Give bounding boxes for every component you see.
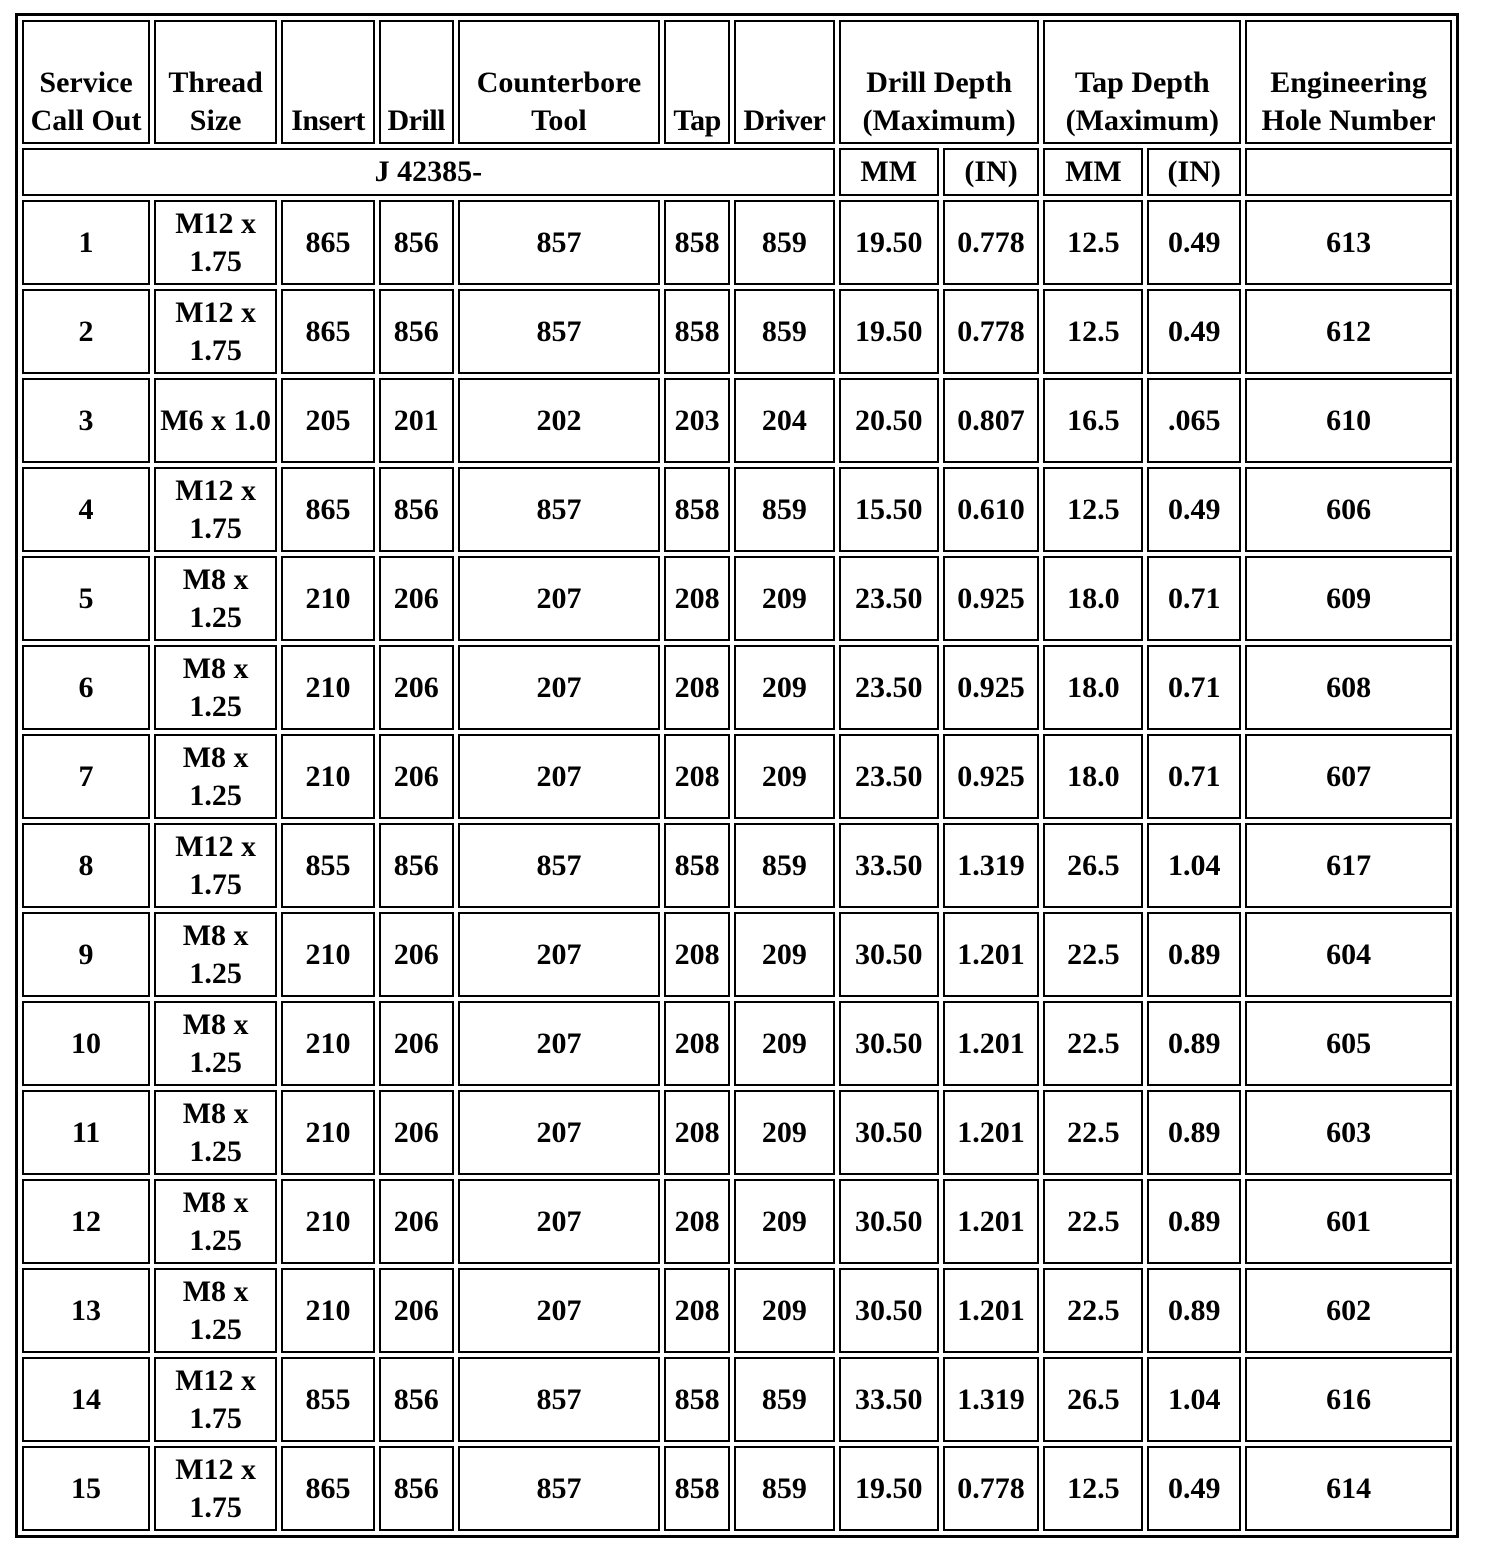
- cell-driver: 209: [734, 734, 835, 819]
- cell-drill: 206: [379, 912, 454, 997]
- cell-tap: 208: [664, 734, 730, 819]
- cell-service-call-out: 3: [22, 378, 150, 463]
- cell-drill-depth-mm: 15.50: [839, 467, 939, 552]
- cell-engineering-hole-number: 613: [1245, 200, 1452, 285]
- cell-engineering-hole-number: 605: [1245, 1001, 1452, 1086]
- cell-drill: 206: [379, 556, 454, 641]
- cell-tap-depth-in: 0.71: [1147, 734, 1241, 819]
- cell-drill: 206: [379, 645, 454, 730]
- cell-tap-depth-in: 0.89: [1147, 1090, 1241, 1175]
- cell-service-call-out: 6: [22, 645, 150, 730]
- table-row: [22, 1179, 1452, 1264]
- table-row: [22, 1090, 1452, 1175]
- cell-thread-size: M8 x 1.25: [154, 556, 277, 641]
- cell-drill: 856: [379, 1357, 454, 1442]
- cell-counterbore-tool: 207: [458, 734, 661, 819]
- cell-tap-depth-mm: 16.5: [1043, 378, 1143, 463]
- table-row: [22, 289, 1452, 374]
- cell-driver: 859: [734, 1357, 835, 1442]
- cell-insert: 210: [281, 1179, 375, 1264]
- cell-driver: 859: [734, 467, 835, 552]
- cell-service-call-out: 2: [22, 289, 150, 374]
- table-row: [22, 912, 1452, 997]
- header-engineering-hole-number: Engineering Hole Number: [1245, 20, 1452, 144]
- cell-thread-size: M6 x 1.0: [154, 378, 277, 463]
- subheader-drill-mm: MM: [839, 148, 939, 196]
- cell-drill: 206: [379, 1001, 454, 1086]
- cell-tap: 208: [664, 1268, 730, 1353]
- cell-driver: 209: [734, 645, 835, 730]
- cell-insert: 865: [281, 200, 375, 285]
- cell-insert: 865: [281, 1446, 375, 1531]
- header-service-call-out: Service Call Out: [22, 20, 150, 144]
- table-row: [22, 645, 1452, 730]
- cell-driver: 204: [734, 378, 835, 463]
- cell-insert: 855: [281, 823, 375, 908]
- cell-service-call-out: 11: [22, 1090, 150, 1175]
- cell-tap-depth-mm: 18.0: [1043, 556, 1143, 641]
- cell-tap: 858: [664, 467, 730, 552]
- cell-drill: 856: [379, 289, 454, 374]
- cell-engineering-hole-number: 617: [1245, 823, 1452, 908]
- cell-engineering-hole-number: 602: [1245, 1268, 1452, 1353]
- cell-service-call-out: 1: [22, 200, 150, 285]
- cell-thread-size: M8 x 1.25: [154, 1268, 277, 1353]
- cell-thread-size: M12 x 1.75: [154, 467, 277, 552]
- cell-tap-depth-in: 0.71: [1147, 645, 1241, 730]
- cell-drill-depth-mm: 30.50: [839, 1179, 939, 1264]
- cell-thread-size: M12 x 1.75: [154, 1357, 277, 1442]
- cell-thread-size: M12 x 1.75: [154, 289, 277, 374]
- cell-tap-depth-mm: 12.5: [1043, 200, 1143, 285]
- cell-service-call-out: 4: [22, 467, 150, 552]
- table-row: [22, 734, 1452, 819]
- cell-drill-depth-mm: 23.50: [839, 734, 939, 819]
- cell-drill-depth-in: 1.201: [943, 1001, 1040, 1086]
- cell-service-call-out: 7: [22, 734, 150, 819]
- subheader-tool-prefix: J 42385-: [22, 148, 835, 196]
- cell-drill-depth-mm: 30.50: [839, 912, 939, 997]
- cell-thread-size: M12 x 1.75: [154, 200, 277, 285]
- cell-drill: 856: [379, 1446, 454, 1531]
- subheader-row: [22, 148, 1452, 196]
- cell-engineering-hole-number: 612: [1245, 289, 1452, 374]
- cell-tap-depth-in: 0.89: [1147, 1268, 1241, 1353]
- cell-tap-depth-in: 0.89: [1147, 912, 1241, 997]
- cell-engineering-hole-number: 608: [1245, 645, 1452, 730]
- cell-counterbore-tool: 207: [458, 1179, 661, 1264]
- cell-drill-depth-in: 1.201: [943, 912, 1040, 997]
- cell-tap-depth-mm: 22.5: [1043, 912, 1143, 997]
- cell-drill-depth-in: 0.925: [943, 556, 1040, 641]
- cell-driver: 209: [734, 556, 835, 641]
- table-body: [22, 200, 1452, 1531]
- cell-service-call-out: 15: [22, 1446, 150, 1531]
- cell-drill: 856: [379, 823, 454, 908]
- cell-counterbore-tool: 207: [458, 912, 661, 997]
- cell-drill: 856: [379, 467, 454, 552]
- cell-tap-depth-mm: 26.5: [1043, 823, 1143, 908]
- cell-drill: 206: [379, 1268, 454, 1353]
- cell-counterbore-tool: 857: [458, 823, 661, 908]
- table-row: [22, 823, 1452, 908]
- cell-tap-depth-in: 0.49: [1147, 289, 1241, 374]
- cell-tap: 858: [664, 200, 730, 285]
- cell-drill-depth-mm: 23.50: [839, 556, 939, 641]
- cell-drill-depth-mm: 33.50: [839, 1357, 939, 1442]
- cell-drill-depth-in: 0.610: [943, 467, 1040, 552]
- cell-tap-depth-in: 0.71: [1147, 556, 1241, 641]
- cell-tap-depth-mm: 22.5: [1043, 1001, 1143, 1086]
- cell-thread-size: M12 x 1.75: [154, 823, 277, 908]
- cell-tap: 208: [664, 556, 730, 641]
- cell-driver: 859: [734, 289, 835, 374]
- cell-service-call-out: 10: [22, 1001, 150, 1086]
- cell-drill-depth-in: 0.807: [943, 378, 1040, 463]
- cell-drill-depth-in: 1.201: [943, 1268, 1040, 1353]
- cell-tap: 203: [664, 378, 730, 463]
- cell-engineering-hole-number: 614: [1245, 1446, 1452, 1531]
- cell-tap: 208: [664, 645, 730, 730]
- cell-tap-depth-mm: 22.5: [1043, 1179, 1143, 1264]
- cell-service-call-out: 13: [22, 1268, 150, 1353]
- cell-tap-depth-mm: 18.0: [1043, 734, 1143, 819]
- cell-tap: 858: [664, 1446, 730, 1531]
- cell-tap-depth-in: 1.04: [1147, 823, 1241, 908]
- cell-thread-size: M8 x 1.25: [154, 1090, 277, 1175]
- cell-insert: 210: [281, 556, 375, 641]
- cell-counterbore-tool: 857: [458, 467, 661, 552]
- cell-drill-depth-in: 0.778: [943, 200, 1040, 285]
- cell-insert: 205: [281, 378, 375, 463]
- header-thread-size: Thread Size: [154, 20, 277, 144]
- cell-tap-depth-in: 0.49: [1147, 467, 1241, 552]
- cell-counterbore-tool: 207: [458, 645, 661, 730]
- cell-insert: 210: [281, 734, 375, 819]
- cell-counterbore-tool: 207: [458, 556, 661, 641]
- cell-counterbore-tool: 202: [458, 378, 661, 463]
- cell-tap-depth-mm: 12.5: [1043, 1446, 1143, 1531]
- cell-counterbore-tool: 857: [458, 1357, 661, 1442]
- cell-counterbore-tool: 207: [458, 1090, 661, 1175]
- header-row: [22, 20, 1452, 144]
- cell-service-call-out: 9: [22, 912, 150, 997]
- subheader-tap-mm: MM: [1043, 148, 1143, 196]
- cell-insert: 865: [281, 289, 375, 374]
- cell-drill-depth-mm: 19.50: [839, 200, 939, 285]
- cell-tap: 858: [664, 289, 730, 374]
- cell-counterbore-tool: 207: [458, 1001, 661, 1086]
- cell-insert: 855: [281, 1357, 375, 1442]
- cell-tap: 208: [664, 912, 730, 997]
- cell-engineering-hole-number: 609: [1245, 556, 1452, 641]
- header-insert: Insert: [281, 20, 375, 144]
- cell-service-call-out: 8: [22, 823, 150, 908]
- cell-thread-size: M12 x 1.75: [154, 1446, 277, 1531]
- table-row: [22, 1268, 1452, 1353]
- thread-repair-spec-table: [15, 13, 1459, 1538]
- cell-service-call-out: 12: [22, 1179, 150, 1264]
- cell-tap-depth-in: 0.89: [1147, 1179, 1241, 1264]
- header-drill: Drill: [379, 20, 454, 144]
- cell-drill-depth-in: 1.319: [943, 823, 1040, 908]
- cell-insert: 210: [281, 1268, 375, 1353]
- cell-drill-depth-in: 0.925: [943, 645, 1040, 730]
- cell-drill-depth-mm: 20.50: [839, 378, 939, 463]
- cell-tap-depth-mm: 22.5: [1043, 1090, 1143, 1175]
- cell-tap: 858: [664, 1357, 730, 1442]
- cell-service-call-out: 14: [22, 1357, 150, 1442]
- cell-engineering-hole-number: 601: [1245, 1179, 1452, 1264]
- cell-tap-depth-mm: 22.5: [1043, 1268, 1143, 1353]
- cell-drill-depth-mm: 30.50: [839, 1090, 939, 1175]
- cell-drill-depth-mm: 30.50: [839, 1001, 939, 1086]
- cell-driver: 859: [734, 1446, 835, 1531]
- cell-counterbore-tool: 857: [458, 200, 661, 285]
- cell-drill: 201: [379, 378, 454, 463]
- cell-drill-depth-in: 1.201: [943, 1179, 1040, 1264]
- subheader-drill-in: (IN): [943, 148, 1040, 196]
- cell-drill-depth-mm: 23.50: [839, 645, 939, 730]
- cell-drill-depth-in: 0.778: [943, 1446, 1040, 1531]
- header-drill-depth: Drill Depth (Maximum): [839, 20, 1040, 144]
- cell-counterbore-tool: 857: [458, 289, 661, 374]
- table-row: [22, 1001, 1452, 1086]
- cell-engineering-hole-number: 603: [1245, 1090, 1452, 1175]
- cell-engineering-hole-number: 610: [1245, 378, 1452, 463]
- cell-thread-size: M8 x 1.25: [154, 1179, 277, 1264]
- cell-insert: 210: [281, 912, 375, 997]
- cell-drill-depth-in: 0.925: [943, 734, 1040, 819]
- cell-tap: 208: [664, 1179, 730, 1264]
- table-row: [22, 378, 1452, 463]
- header-tap-depth: Tap Depth (Maximum): [1043, 20, 1241, 144]
- table-row: [22, 467, 1452, 552]
- table-row: [22, 1357, 1452, 1442]
- cell-drill: 206: [379, 1179, 454, 1264]
- cell-driver: 209: [734, 1268, 835, 1353]
- cell-drill-depth-mm: 30.50: [839, 1268, 939, 1353]
- table-row: [22, 200, 1452, 285]
- cell-tap-depth-mm: 18.0: [1043, 645, 1143, 730]
- cell-driver: 209: [734, 1090, 835, 1175]
- cell-tap-depth-in: 0.49: [1147, 1446, 1241, 1531]
- cell-tap: 208: [664, 1001, 730, 1086]
- header-driver: Driver: [734, 20, 835, 144]
- cell-thread-size: M8 x 1.25: [154, 1001, 277, 1086]
- cell-driver: 859: [734, 823, 835, 908]
- cell-drill-depth-in: 1.201: [943, 1090, 1040, 1175]
- cell-drill: 206: [379, 734, 454, 819]
- cell-drill: 856: [379, 200, 454, 285]
- cell-insert: 210: [281, 645, 375, 730]
- cell-driver: 859: [734, 200, 835, 285]
- cell-thread-size: M8 x 1.25: [154, 734, 277, 819]
- cell-drill-depth-mm: 19.50: [839, 289, 939, 374]
- cell-tap-depth-in: 1.04: [1147, 1357, 1241, 1442]
- cell-thread-size: M8 x 1.25: [154, 912, 277, 997]
- cell-tap-depth-mm: 12.5: [1043, 467, 1143, 552]
- cell-drill-depth-in: 1.319: [943, 1357, 1040, 1442]
- table-row: [22, 556, 1452, 641]
- cell-counterbore-tool: 207: [458, 1268, 661, 1353]
- cell-driver: 209: [734, 1001, 835, 1086]
- subheader-tap-in: (IN): [1147, 148, 1241, 196]
- cell-drill-depth-mm: 19.50: [839, 1446, 939, 1531]
- thread-repair-table-container: [15, 13, 1459, 1538]
- cell-driver: 209: [734, 912, 835, 997]
- cell-engineering-hole-number: 616: [1245, 1357, 1452, 1442]
- cell-tap: 858: [664, 823, 730, 908]
- cell-engineering-hole-number: 607: [1245, 734, 1452, 819]
- cell-counterbore-tool: 857: [458, 1446, 661, 1531]
- cell-thread-size: M8 x 1.25: [154, 645, 277, 730]
- header-tap: Tap: [664, 20, 730, 144]
- cell-tap-depth-in: 0.49: [1147, 200, 1241, 285]
- cell-engineering-hole-number: 604: [1245, 912, 1452, 997]
- cell-tap-depth-in: .065: [1147, 378, 1241, 463]
- cell-insert: 210: [281, 1090, 375, 1175]
- cell-drill-depth-in: 0.778: [943, 289, 1040, 374]
- cell-drill: 206: [379, 1090, 454, 1175]
- cell-insert: 210: [281, 1001, 375, 1086]
- cell-tap-depth-mm: 12.5: [1043, 289, 1143, 374]
- cell-insert: 865: [281, 467, 375, 552]
- cell-tap-depth-in: 0.89: [1147, 1001, 1241, 1086]
- cell-tap: 208: [664, 1090, 730, 1175]
- header-counterbore-tool: Counterbore Tool: [458, 20, 661, 144]
- cell-driver: 209: [734, 1179, 835, 1264]
- table-row: [22, 1446, 1452, 1531]
- cell-service-call-out: 5: [22, 556, 150, 641]
- cell-drill-depth-mm: 33.50: [839, 823, 939, 908]
- cell-engineering-hole-number: 606: [1245, 467, 1452, 552]
- subheader-hole-blank: [1245, 148, 1452, 196]
- cell-tap-depth-mm: 26.5: [1043, 1357, 1143, 1442]
